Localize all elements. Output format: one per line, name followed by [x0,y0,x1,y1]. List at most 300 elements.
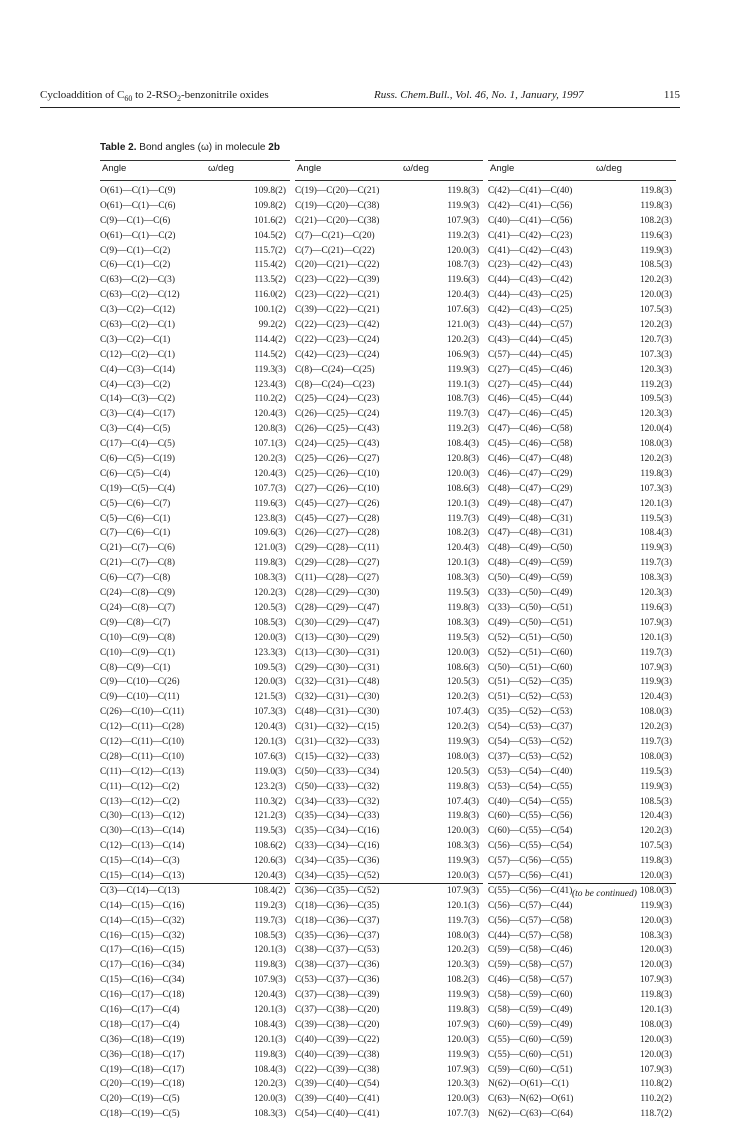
angle-value: 120.1(3) [253,945,286,956]
angle-value: 119.9(3) [447,200,479,211]
angle-value: 120.5(3) [446,766,479,777]
angle-value: 110.2(2) [640,1094,672,1105]
angle-label: C(5)—C(6)—C(1) [100,513,171,524]
angle-label: C(20)—C(21)—C(22) [295,260,380,271]
angle-value: 119.5(3) [254,826,286,837]
table-row [295,497,483,512]
angle-value: 120.3(3) [446,1079,479,1090]
table-row [295,452,483,467]
angle-label: C(16)—C(17)—C(18) [100,990,185,1001]
angle-label: C(36)—C(35)—C(52) [295,885,380,896]
angle-label: C(9)—C(10)—C(26) [100,677,180,688]
angle-label: C(54)—C(40)—C(41) [295,1109,380,1120]
table-row [295,348,483,363]
table-row [100,884,290,899]
table-row [295,214,483,229]
table-row [488,184,676,199]
angle-label: N(62)—O(61)—C(1) [488,1079,569,1090]
table-row [488,526,676,541]
table-row [488,244,676,259]
angle-value: 109.8(2) [253,186,286,196]
angle-value: 107.3(3) [639,349,672,360]
running-header [40,89,680,107]
angle-label: C(30)—C(13)—C(12) [100,811,185,822]
angle-label: C(40)—C(41)—C(56) [488,215,573,226]
table-row [100,988,290,1003]
angle-value: 109.8(2) [253,200,286,211]
angle-label: C(38)—C(37)—C(53) [295,945,380,956]
angle-label: C(47)—C(46)—C(45) [488,409,573,420]
table-row [100,943,290,958]
angle-value: 120.0(3) [639,945,672,956]
angle-label: C(59)—C(58)—C(57) [488,960,573,971]
angle-label: C(6)—C(1)—C(2) [100,260,171,271]
angle-label: C(20)—C(19)—C(5) [100,1094,180,1105]
angle-value: 108.0(3) [639,1019,672,1030]
angle-value: 108.0(3) [639,707,672,718]
angle-label: C(40)—C(54)—C(55) [488,796,573,807]
table-row [100,258,290,273]
table-row [295,1048,483,1063]
table-row [295,958,483,973]
table-row [295,616,483,631]
angle-label: C(34)—C(35)—C(52) [295,870,380,881]
table-row [295,288,483,303]
table-row [100,705,290,720]
angle-value: 120.1(3) [639,632,672,643]
table-row [488,467,676,482]
table-row [295,661,483,676]
angle-label: C(23)—C(22)—C(39) [295,275,380,286]
angle-value: 108.2(3) [639,215,672,226]
angle-label: C(32)—C(31)—C(30) [295,692,380,703]
angle-label: C(16)—C(15)—C(32) [100,930,185,941]
angle-value: 119.8(3) [254,1049,286,1060]
angle-label: C(63)—C(2)—C(12) [100,290,180,301]
angle-value: 110.3(2) [254,796,286,807]
angle-label: C(58)—C(59)—C(60) [488,990,573,1001]
angle-value: 107.9(3) [639,662,672,673]
angle-value: 120.2(3) [639,320,672,331]
table-row [488,675,676,690]
angle-value: 108.5(3) [253,930,286,941]
angle-label: C(46)—C(58)—C(57) [488,975,573,986]
table-row [295,437,483,452]
angle-label: C(40)—C(39)—C(22) [295,1034,380,1045]
angle-label: C(14)—C(15)—C(32) [100,915,185,926]
table-row [295,735,483,750]
angle-value: 120.0(3) [446,870,479,881]
angle-value: 108.5(3) [639,796,672,807]
angle-value: 120.2(3) [446,722,479,733]
angle-value: 120.4(3) [253,870,286,881]
angle-label: C(9)—C(1)—C(6) [100,215,171,226]
angle-label: C(18)—C(17)—C(4) [100,1019,180,1030]
angle-value: 120.2(3) [446,945,479,956]
header-rule [488,180,676,181]
angle-label: C(53)—C(54)—C(40) [488,766,573,777]
table-top-rule [100,160,290,161]
angle-label: C(52)—C(51)—C(50) [488,632,573,643]
angle-label: C(21)—C(20)—C(38) [295,215,380,226]
angle-label: C(6)—C(5)—C(4) [100,468,171,479]
angle-value: 107.4(3) [446,796,479,807]
angle-label: C(44)—C(57)—C(58) [488,930,573,941]
angle-value: 119.3(3) [254,364,286,375]
table-row [100,452,290,467]
angle-value: 120.1(3) [253,736,286,747]
table-row [295,675,483,690]
angle-value: 119.8(3) [640,468,672,479]
angle-label: C(40)—C(39)—C(38) [295,1049,380,1060]
angle-label: C(33)—C(50)—C(51) [488,602,573,613]
table-row [100,214,290,229]
table-row [100,690,290,705]
angle-value: 107.6(3) [446,305,479,316]
angle-value: 107.9(3) [446,1064,479,1075]
angle-value: 120.8(3) [253,424,286,435]
table-row [488,765,676,780]
angle-label: C(60)—C(59)—C(49) [488,1019,573,1030]
angle-value: 108.3(3) [253,573,286,584]
angle-label: C(29)—C(28)—C(27) [295,558,380,569]
angle-value: 121.0(3) [253,543,286,554]
angle-value: 120.8(3) [446,454,479,465]
table-row [295,244,483,259]
header-rule [40,107,680,108]
angle-value: 109.5(3) [639,394,672,405]
angle-value: 119.2(3) [254,900,286,911]
table-row [295,705,483,720]
angle-value: 120.4(3) [639,692,672,703]
table-row [295,809,483,824]
table-row [488,214,676,229]
table-row [100,288,290,303]
angle-label: C(22)—C(23)—C(42) [295,320,380,331]
table-row [488,229,676,244]
table-bottom-rule [295,883,483,884]
angle-value: 108.3(3) [639,930,672,941]
angle-value: 107.9(3) [253,975,286,986]
angle-value: 107.7(3) [446,1109,479,1120]
angle-label: C(12)—C(11)—C(28) [100,722,185,733]
table-row [295,780,483,795]
angle-value: 107.1(3) [253,439,286,450]
angle-label: C(23)—C(22)—C(21) [295,290,380,301]
angle-value: 120.2(3) [639,722,672,733]
angle-value: 121.2(3) [253,811,286,822]
angle-label: C(35)—C(52)—C(53) [488,707,573,718]
angle-label: C(15)—C(14)—C(3) [100,856,180,867]
angle-label: C(8)—C(24)—C(23) [295,379,375,390]
table-row [488,437,676,452]
angle-label: C(41)—C(42)—C(43) [488,245,573,256]
angle-label: C(35)—C(34)—C(16) [295,826,380,837]
angle-label: C(54)—C(53)—C(37) [488,722,573,733]
angle-label: C(4)—C(3)—C(2) [100,379,171,390]
table-row [295,199,483,214]
angle-label: C(46)—C(45)—C(44) [488,394,573,405]
angle-value: 108.0(3) [639,439,672,450]
angle-label: C(3)—C(4)—C(17) [100,409,175,420]
table-row [295,943,483,958]
angle-value: 120.4(3) [253,722,286,733]
angle-value: 116.0(2) [254,290,286,301]
table-row [100,184,290,199]
angle-label: C(42)—C(41)—C(40) [488,186,573,196]
table-row [100,839,290,854]
angle-value: 120.6(3) [253,856,286,867]
angle-label: C(39)—C(38)—C(20) [295,1019,380,1030]
angle-value: 119.9(3) [447,856,479,867]
angle-value: 120.1(3) [253,1004,286,1015]
table-row [100,422,290,437]
table-row [488,333,676,348]
angle-label: C(35)—C(36)—C(37) [295,930,380,941]
table-row [100,392,290,407]
table-row [100,914,290,929]
angle-value: 108.3(3) [253,1109,286,1120]
angle-value: 121.0(3) [446,320,479,331]
table-row [295,318,483,333]
table-row [295,229,483,244]
angle-label: C(3)—C(14)—C(13) [100,885,180,896]
table-row [488,1077,676,1092]
angle-value: 120.1(3) [639,1004,672,1015]
angle-label: C(39)—C(40)—C(41) [295,1094,380,1105]
angle-label: C(34)—C(35)—C(36) [295,856,380,867]
angle-value: 108.0(3) [446,751,479,762]
table-row [488,929,676,944]
header-rule [295,180,483,181]
angle-value: 120.0(3) [446,826,479,837]
angle-label: C(50)—C(51)—C(60) [488,662,573,673]
table-row [488,482,676,497]
angle-value: 120.0(3) [639,870,672,881]
table-row [488,869,676,884]
angle-label: C(25)—C(24)—C(23) [295,394,380,405]
table-row [100,273,290,288]
angle-label: C(6)—C(7)—C(8) [100,573,171,584]
angle-value: 120.0(3) [446,1094,479,1105]
table-row [488,661,676,676]
table-row [295,1092,483,1107]
angle-label: C(9)—C(10)—C(11) [100,692,180,703]
angle-label: C(19)—C(5)—C(4) [100,483,175,494]
angle-value: 120.2(3) [639,826,672,837]
table-row [488,273,676,288]
angle-label: C(32)—C(31)—C(48) [295,677,380,688]
angle-value: 108.5(3) [639,260,672,271]
angle-value: 107.9(3) [446,1019,479,1030]
table-row [488,690,676,705]
angle-value: 120.1(3) [446,558,479,569]
table-row [488,958,676,973]
angle-label: C(53)—C(37)—C(36) [295,975,380,986]
table-row [295,601,483,616]
value-header: ω/deg [403,163,429,174]
angle-value: 119.8(3) [447,186,479,196]
angle-value: 107.9(3) [639,975,672,986]
table-row [295,988,483,1003]
angle-value: 107.3(3) [639,483,672,494]
angle-value: 119.9(3) [447,990,479,1001]
angle-label: C(30)—C(13)—C(14) [100,826,185,837]
angle-label: C(50)—C(33)—C(32) [295,781,380,792]
angle-value: 119.7(3) [447,513,479,524]
angle-label: C(18)—C(19)—C(5) [100,1109,180,1120]
table-row [488,750,676,765]
table-row [100,467,290,482]
header-title: Cycloaddition of $C_{60}$ to $2-RSO_2$-benzonitrile oxides [40,89,269,104]
angle-value: 120.3(3) [639,409,672,420]
table-row [100,497,290,512]
column-header [295,163,483,177]
table-row [295,586,483,601]
angle-label: C(6)—C(5)—C(19) [100,454,175,465]
angle-value: 120.2(3) [446,334,479,345]
angle-value: 120.0(3) [639,960,672,971]
angle-value: 119.6(3) [254,498,286,509]
angle-label: C(15)—C(32)—C(33) [295,751,380,762]
angle-label: C(19)—C(20)—C(38) [295,200,380,211]
angle-value: 108.3(3) [639,573,672,584]
angle-label: C(63)—C(2)—C(1) [100,320,175,331]
table-row [488,1048,676,1063]
table-row [488,735,676,750]
angle-value: 99.2(2) [258,320,286,331]
table-row [100,363,290,378]
angle-value: 119.2(3) [447,424,479,435]
angle-label: C(45)—C(27)—C(26) [295,498,380,509]
angle-label: C(28)—C(29)—C(47) [295,602,380,613]
angle-value: 107.5(3) [639,841,672,852]
table-row [100,348,290,363]
header-rule [100,180,290,181]
table-row [488,288,676,303]
angle-value: 119.8(3) [254,960,286,971]
angle-label: C(13)—C(12)—C(2) [100,796,180,807]
angle-label: C(19)—C(20)—C(21) [295,186,380,196]
angle-value: 123.3(3) [253,647,286,658]
table-row [100,512,290,527]
angle-label: C(55)—C(56)—C(41) [488,885,573,896]
table-row [100,1063,290,1078]
angle-value: 119.0(3) [254,766,286,777]
angle-label: C(8)—C(24)—C(25) [295,364,375,375]
angle-value: 108.5(3) [253,617,286,628]
angle-value: 120.0(3) [446,1034,479,1045]
angle-label: C(31)—C(32)—C(15) [295,722,380,733]
angle-label: C(29)—C(28)—C(11) [295,543,380,554]
angle-label: C(26)—C(25)—C(24) [295,409,380,420]
angle-label: C(27)—C(26)—C(10) [295,483,380,494]
table-row [488,1018,676,1033]
angle-value: 119.6(3) [447,275,479,286]
table-row [295,720,483,735]
table-row [488,541,676,556]
angle-value: 120.2(3) [639,454,672,465]
angle-label: C(57)—C(56)—C(55) [488,856,573,867]
angle-label: C(26)—C(25)—C(43) [295,424,380,435]
angle-value: 107.9(3) [446,885,479,896]
angle-value: 120.5(3) [253,602,286,613]
table-row [295,824,483,839]
angle-value: 107.9(3) [639,617,672,628]
angle-label: C(44)—C(43)—C(25) [488,290,573,301]
angle-value: 119.7(3) [640,558,672,569]
table-row [100,973,290,988]
table-caption: Table 2. Bond angles (ω) in molecule 2b [100,142,280,153]
table-row [488,824,676,839]
angle-value: 108.2(3) [446,528,479,539]
angle-label: C(4)—C(3)—C(14) [100,364,175,375]
table-row [100,333,290,348]
angle-label: C(12)—C(2)—C(1) [100,349,175,360]
table-row [100,765,290,780]
table-row [488,973,676,988]
angle-label: C(17)—C(16)—C(34) [100,960,185,971]
table-row [295,1003,483,1018]
table-row [100,824,290,839]
table-row [295,1018,483,1033]
angle-label: C(9)—C(1)—C(2) [100,245,171,256]
table-row [488,601,676,616]
table-row [100,437,290,452]
angle-value: 119.8(3) [640,200,672,211]
angle-value: 120.0(3) [446,647,479,658]
table-row [488,586,676,601]
angle-header: Angle [297,163,322,174]
angle-value: 110.8(2) [640,1079,672,1090]
angle-label: C(10)—C(9)—C(8) [100,632,175,643]
table-row [295,899,483,914]
angle-value: 120.3(3) [639,588,672,599]
angle-value: 119.9(3) [640,245,672,256]
angle-value: 119.7(3) [447,409,479,420]
table-row [295,765,483,780]
angle-value: 108.3(3) [446,841,479,852]
angle-value: 107.7(3) [253,483,286,494]
table-row [488,616,676,631]
angle-label: C(49)—C(50)—C(51) [488,617,573,628]
table-row [295,869,483,884]
angle-label: C(21)—C(7)—C(6) [100,543,175,554]
table-row [295,556,483,571]
angle-label: C(51)—C(52)—C(35) [488,677,573,688]
angle-value: 108.6(3) [446,662,479,673]
angle-value: 120.0(3) [639,1034,672,1045]
angle-value: 107.3(3) [253,707,286,718]
angle-label: C(18)—C(36)—C(35) [295,900,380,911]
angle-label: C(28)—C(11)—C(10) [100,751,185,762]
angle-value: 101.6(2) [253,215,286,226]
angle-value: 114.5(2) [254,349,286,360]
angle-label: C(9)—C(8)—C(7) [100,617,171,628]
angle-value: 120.0(3) [446,468,479,479]
table-row [295,1063,483,1078]
table-row [488,363,676,378]
angle-value: 123.8(3) [253,513,286,524]
table-row [295,184,483,199]
angle-value: 119.6(3) [640,602,672,613]
angle-label: C(13)—C(30)—C(29) [295,632,380,643]
table-row [100,780,290,795]
angle-value: 120.4(3) [253,990,286,1001]
angle-value: 108.6(3) [446,483,479,494]
angle-label: N(62)—C(63)—C(64) [488,1109,573,1120]
table-row [488,556,676,571]
